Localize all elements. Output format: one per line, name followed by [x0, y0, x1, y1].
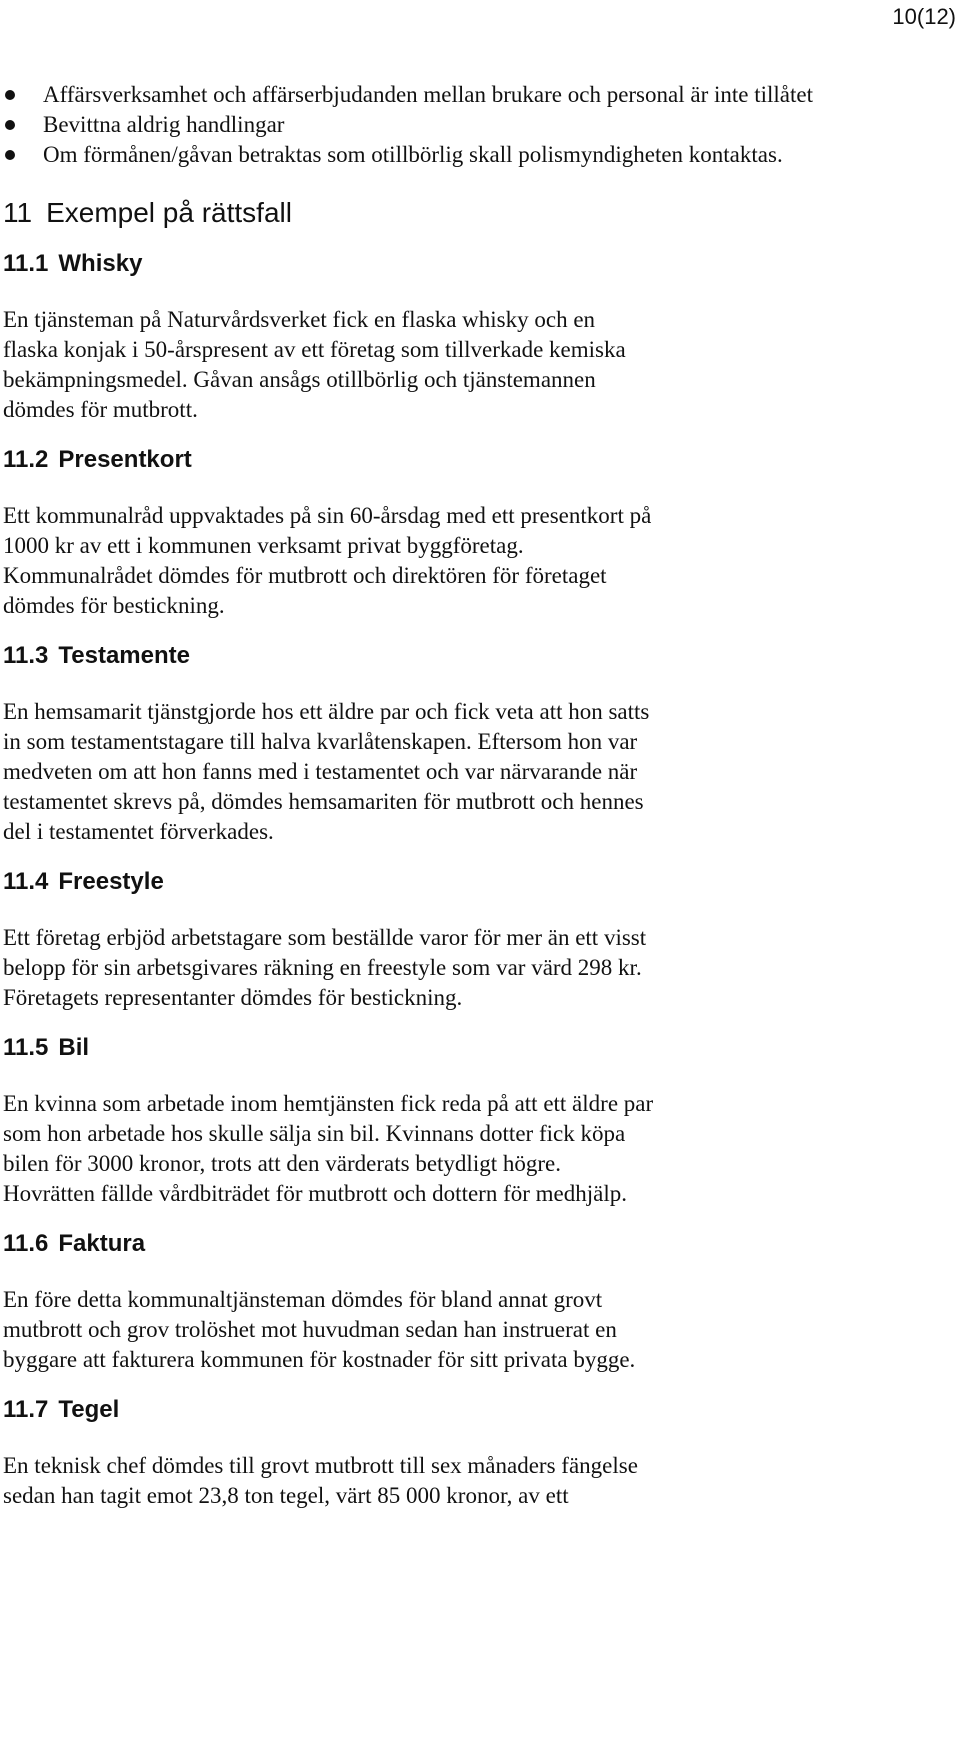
section-heading: 11.6 Faktura [3, 1230, 146, 1257]
chapter-heading: 11 Exempel på rättsfall [3, 197, 292, 228]
page-number: 10(12) [892, 4, 956, 29]
bullet-icon [5, 120, 15, 130]
section-paragraph: Ett kommunalråd uppvaktades på sin 60-årsdag med ett presentkort på 1000 kr av ett i kommunen verksamt privat byggföretag. Kommunalrådet dömdes för mutbrott och direktören för företaget dömdes för bestickning. [3, 503, 652, 618]
section-faktura [3, 1227, 953, 1393]
section-freestyle [3, 865, 953, 1031]
section-paragraph: En kvinna som arbetade inom hemtjänsten fick reda på att ett äldre par som hon arbetade hos skulle sälja sin bil. Kvinnans dotter fick köpa bilen för 3000 kronor, trots att den värderats betydligt högre. Hovrätten fällde vårdbiträdet för mutbrott och dottern för medhjälp. [3, 1091, 654, 1206]
section-whisky [3, 247, 953, 443]
section-tegel [3, 1393, 953, 1511]
section-heading: 11.3 Testamente [3, 642, 190, 669]
section-presentkort [3, 443, 953, 639]
bullet-item: Affärsverksamhet och affärserbjudanden mellan brukare och personal är inte tillåtet [3, 80, 953, 110]
section-paragraph: En tjänsteman på Naturvårdsverket fick en flaska whisky och en flaska konjak i 50-årspresent av ett företag som tillverkade kemiska bekämpningsmedel. Gåvan ansågs otillbörlig och tjänstemannen dömdes för mutbrott. [3, 307, 626, 422]
section-bil [3, 1031, 953, 1227]
document-body [3, 80, 953, 1511]
section-heading: 11.4 Freestyle [3, 868, 164, 895]
section-paragraph: En hemsamarit tjänstgjorde hos ett äldre par och fick veta att hon satts in som testamentstagare till halva kvarlåtenskapen. Eftersom hon var medveten om att hon fanns med i testamentet och var närvarande när testamentet skrevs på, dömdes hemsamariten för mutbrott och hennes del i testamentet förverkades. [3, 699, 650, 844]
section-paragraph: Ett företag erbjöd arbetstagare som beställde varor för mer än ett visst belopp för sin arbetsgivares räkning en freestyle som var värd 298 kr. Företagets representanter dömdes för bestickning. [3, 925, 647, 1010]
bullet-item: Om förmånen/gåvan betraktas som otillbörlig skall polismyndigheten kontaktas. [3, 140, 953, 170]
section-testamente [3, 639, 953, 865]
bullet-icon [5, 150, 15, 160]
section-heading: 11.1 Whisky [3, 250, 143, 277]
section-heading: 11.7 Tegel [3, 1396, 120, 1423]
bullet-icon [5, 90, 15, 100]
bullet-list [3, 80, 953, 170]
section-heading: 11.2 Presentkort [3, 446, 192, 473]
section-paragraph: En före detta kommunaltjänsteman dömdes för bland annat grovt mutbrott och grov trolöshet mot huvudman sedan han instruerat en byggare att fakturera kommunen för kostnader för sitt privata bygge. [3, 1287, 636, 1372]
bullet-item: Bevittna aldrig handlingar [3, 110, 953, 140]
section-heading: 11.5 Bil [3, 1034, 90, 1061]
section-paragraph: En teknisk chef dömdes till grovt mutbrott till sex månaders fängelse sedan han tagit emot 23,8 ton tegel, värt 85 000 kronor, av ett [3, 1453, 638, 1508]
